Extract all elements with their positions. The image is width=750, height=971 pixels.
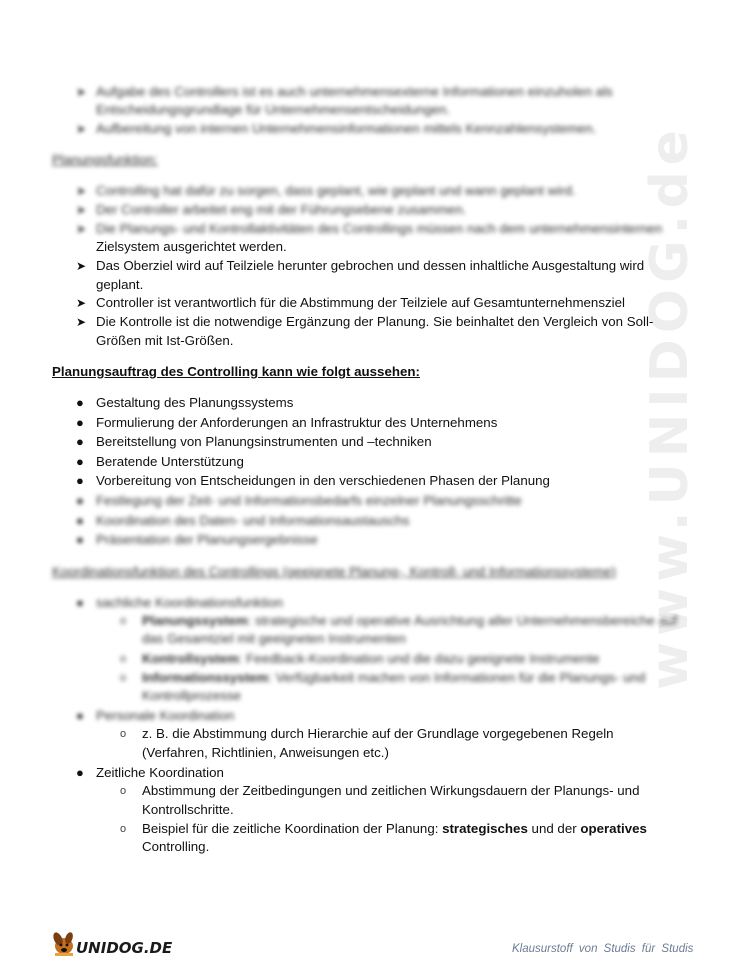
section-heading: Planungsfunktion: <box>52 152 158 167</box>
circle-bullet-icon: o <box>120 615 127 627</box>
arrow-bullet-icon: ➤ <box>76 315 87 329</box>
bullet-icon: ● <box>76 434 84 449</box>
bullet-icon: ● <box>76 595 84 610</box>
list-item: Festlegung der Zeit- und Informationsbedarfs einzelner Planungsschritte <box>96 493 522 508</box>
list-item-line: Größen mit Ist-Größen. <box>96 333 234 348</box>
list-item: Die Planungs- und Kontrollaktivitäten des Controllings müssen nach dem unternehmensinternen <box>96 221 663 236</box>
sub-list-item-line: (Verfahren, Richtlinien, Anweisungen etc.) <box>142 745 389 760</box>
list-item: Koordination des Daten- und Informationsaustauschs <box>96 513 410 528</box>
list-item: Das Oberziel wird auf Teilziele herunter gebrochen und dessen inhaltliche Ausgestaltung wird <box>96 258 645 273</box>
watermark: www.UNIDOG.de <box>640 124 700 690</box>
list-item: Bereitstellung von Planungsinstrumenten und –techniken <box>96 434 432 449</box>
unidog-logo <box>50 926 175 960</box>
arrow-bullet-icon: ➤ <box>76 259 87 273</box>
list-item: Personale Koordination <box>96 708 235 723</box>
bullet-icon: ● <box>76 415 84 430</box>
list-item: Entscheidungsgrundlage für Unternehmensentscheidungen. <box>96 102 451 117</box>
sub-list-item: z. B. die Abstimmung durch Hierarchie auf der Grundlage vorgegebenen Regeln <box>142 726 614 741</box>
list-item: Die Kontrolle ist die notwendige Ergänzung der Planung. Sie beinhaltet den Vergleich von Soll- <box>96 314 654 329</box>
bullet-icon: ● <box>76 513 84 528</box>
section-heading: Koordinationsfunktion des Controllings (geeignete Planung-, Kontroll- und Informationssysteme) <box>52 564 616 579</box>
arrow-bullet-icon: ➤ <box>76 203 87 217</box>
list-item-continuation: Zielsystem ausgerichtet werden. <box>96 239 287 254</box>
list-item: Zeitliche Koordination <box>96 765 224 780</box>
circle-bullet-icon: o <box>120 653 127 665</box>
list-item: Formulierung der Anforderungen an Infrastruktur des Unternehmens <box>96 415 498 430</box>
list-item: Controller ist verantwortlich für die Abstimmung der Teilziele auf Gesamtunternehmensziel <box>96 295 625 310</box>
list-item: Gestaltung des Planungssystems <box>96 395 294 410</box>
arrow-bullet-icon: ➤ <box>76 85 87 99</box>
sub-list-item-line: Controlling. <box>142 839 210 854</box>
list-item: Controlling hat dafür zu sorgen, dass geplant, wie geplant und wann geplant wird. <box>96 183 576 198</box>
bullet-icon: ● <box>76 765 84 780</box>
circle-bullet-icon: o <box>120 823 127 835</box>
sub-list-item-line: Kontrollschritte. <box>142 802 234 817</box>
arrow-bullet-icon: ➤ <box>76 222 87 236</box>
sub-list-item-line: das Gesamtziel mit geeigneten Instrumenten <box>142 631 406 646</box>
list-item: Aufgabe des Controllers ist es auch unternehmensexterne Informationen einzuholen als <box>96 84 613 99</box>
sub-list-item: Kontrollsystem: Feedback-Koordination und die dazu geeignete Instrumente <box>142 651 600 666</box>
circle-bullet-icon: o <box>120 785 127 797</box>
sub-list-item-line: Kontrollprozesse <box>142 688 242 703</box>
list-item: Aufbereitung von internen Unternehmensinformationen mittels Kennzahlensystemen. <box>96 121 597 136</box>
list-item: Präsentation der Planungsergebnisse <box>96 532 318 547</box>
bullet-icon: ● <box>76 454 84 469</box>
footer-tagline: Klausurstoff von Studis für Studis <box>512 943 694 955</box>
list-item-line: geplant. <box>96 277 144 292</box>
bullet-icon: ● <box>76 395 84 410</box>
list-item: Vorbereitung von Entscheidungen in den verschiedenen Phasen der Planung <box>96 473 550 488</box>
bullet-icon: ● <box>76 493 84 508</box>
arrow-bullet-icon: ➤ <box>76 296 87 310</box>
arrow-bullet-icon: ➤ <box>76 122 87 136</box>
sub-list-item: Planungssystem: strategische und operative Ausrichtung aller Unternehmensbereiche auf <box>142 613 678 628</box>
circle-bullet-icon: o <box>120 728 127 740</box>
sub-list-item: Beispiel für die zeitliche Koordination der Planung: strategisches und der operatives <box>142 821 647 836</box>
sub-list-item: Abstimmung der Zeitbedingungen und zeitlichen Wirkungsdauern der Planungs- und <box>142 783 640 798</box>
logo-text: UNIDOG.DE <box>76 939 173 957</box>
section-heading: Planungsauftrag des Controlling kann wie folgt aussehen: <box>52 364 420 379</box>
bullet-icon: ● <box>76 473 84 488</box>
list-item: sachliche Koordinationsfunktion <box>96 595 284 610</box>
bullet-icon: ● <box>76 532 84 547</box>
bullet-icon: ● <box>76 708 84 723</box>
list-item: Der Controller arbeitet eng mit der Führungsebene zusammen. <box>96 202 467 217</box>
circle-bullet-icon: o <box>120 672 127 684</box>
list-item: Beratende Unterstützung <box>96 454 244 469</box>
sub-list-item: Informationssystem: Verfügbarkeit machen von Informationen für die Planungs- und <box>142 670 646 685</box>
arrow-bullet-icon: ➤ <box>76 184 87 198</box>
